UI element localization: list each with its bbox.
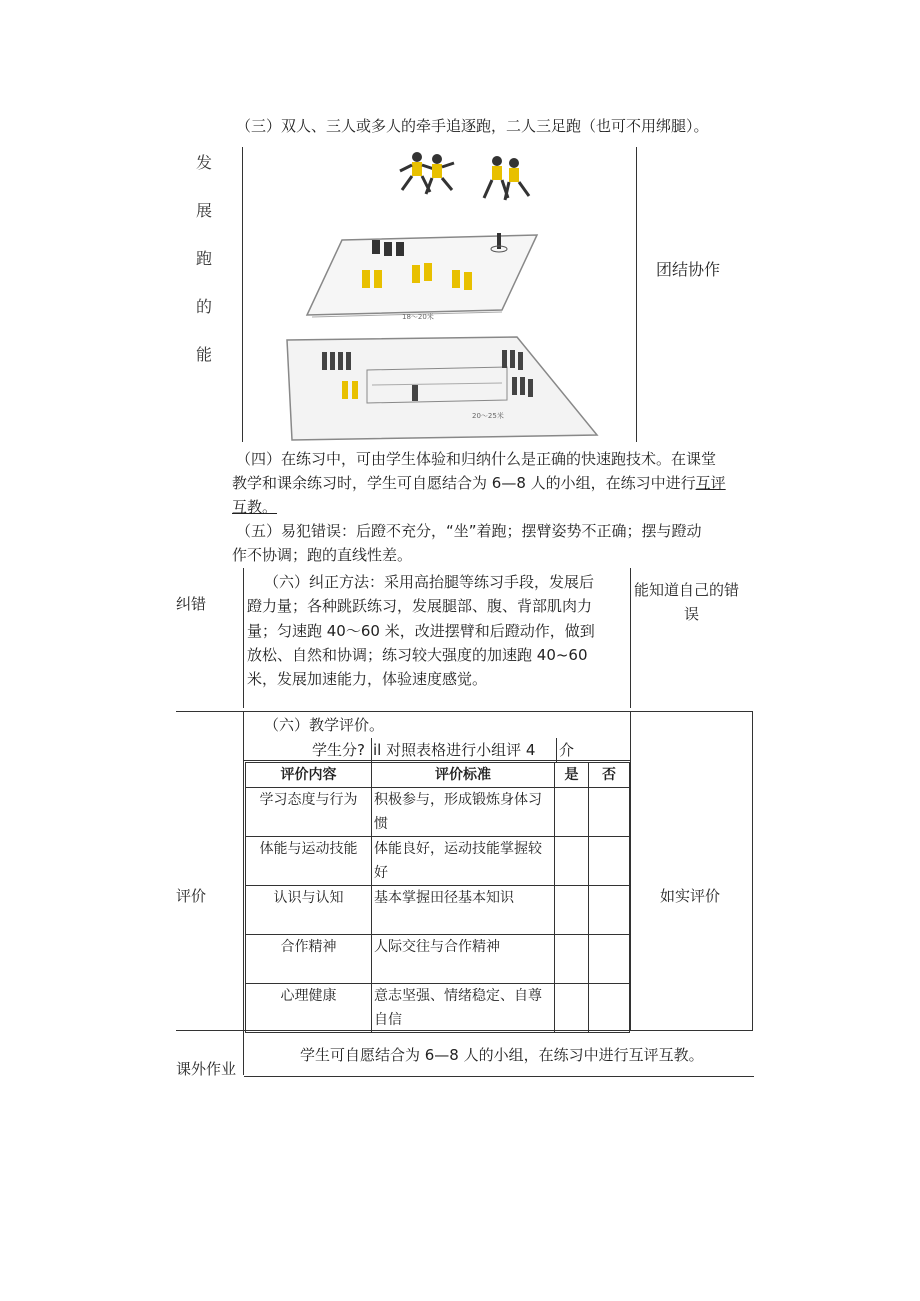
correction-label: 纠错: [176, 595, 207, 613]
table-cell-no[interactable]: [589, 788, 630, 837]
table-cell-no[interactable]: [589, 837, 630, 886]
runner-figure: [400, 152, 454, 194]
left-vertical-char: 跑: [196, 249, 213, 268]
correction-line: 米，发展加速能力，体验速度感觉。: [247, 670, 488, 688]
table-cell-item: 学习态度与行为: [246, 788, 372, 837]
field-middle: [307, 235, 537, 315]
correction-line: 量；匀速跑 40～60 米，改进摆臂和后蹬动作，做到: [247, 622, 595, 640]
left-vertical-char: 能: [196, 345, 213, 364]
homework-label: 课外作业: [176, 1060, 237, 1078]
table-header: 评价内容: [246, 763, 372, 788]
evaluation-subtitle: il 对照表格进行小组评 4: [373, 741, 536, 759]
table-cell-yes[interactable]: [555, 788, 589, 837]
left-vertical-char: 展: [196, 201, 213, 220]
evaluation-label: 评价: [176, 887, 207, 905]
correction-left-border: [243, 568, 244, 708]
table-cell-yes[interactable]: [555, 935, 589, 984]
field-label: 20～25米: [472, 412, 504, 420]
table-cell-item: 心理健康: [246, 984, 372, 1033]
left-vertical-char: 发: [196, 153, 213, 172]
evaluation-subtitle: 介: [559, 741, 575, 759]
left-vertical-char: 的: [196, 297, 213, 316]
homework-bottom-border: [244, 1076, 754, 1077]
table-header: 否: [589, 763, 630, 788]
table-row: [246, 837, 630, 886]
evaluation-title: （六）教学评价。: [264, 716, 385, 734]
table-cell-yes[interactable]: [555, 837, 589, 886]
table-cell-standard: 积极参与，形成锻炼身体习惯: [372, 788, 555, 837]
runner-figure: [484, 156, 529, 200]
table-header: 评价标准: [372, 763, 555, 788]
intro-line: （三）双人、三人或多人的牵手追逐跑，二人三足跑（也可不用绑腿）。: [236, 117, 709, 135]
para4-line3: 互教。: [232, 498, 278, 516]
para4-line2: [232, 471, 726, 495]
subheader-divider: [556, 738, 557, 762]
table-cell-yes[interactable]: [555, 886, 589, 935]
table-row: [246, 935, 630, 984]
homework-text: 学生可自愿结合为 6—8 人的小组，在练习中进行互评互教。: [300, 1046, 704, 1064]
illustration-right-border: [636, 147, 637, 442]
evaluation-left-border: [243, 711, 244, 1075]
table-row: [246, 984, 630, 1033]
evaluation-right-border: [630, 711, 631, 1031]
table-header-row: [246, 763, 630, 788]
table-cell-no[interactable]: [589, 935, 630, 984]
teamwork-goal: 团结协作: [656, 260, 721, 279]
correction-goal: 能知道自己的错: [634, 581, 740, 599]
table-cell-no[interactable]: [589, 984, 630, 1033]
table-cell-standard: 意志坚强、情绪稳定、自尊自信: [372, 984, 555, 1033]
table-cell-standard: 体能良好，运动技能掌握较好: [372, 837, 555, 886]
field-label: 18～20米: [402, 313, 434, 321]
illustration-left-border: [242, 147, 243, 442]
para4-line2-text: 教学和课余练习时，学生可自愿结合为 6—8 人的小组，在练习中进行: [232, 474, 696, 492]
table-cell-no[interactable]: [589, 886, 630, 935]
correction-line: （六）纠正方法：采用高抬腿等练习手段，发展后: [264, 573, 595, 591]
evaluation-subtitle: 学生分?: [312, 741, 365, 759]
evaluation-table: [245, 762, 630, 1033]
table-cell-yes[interactable]: [555, 984, 589, 1033]
para5-line1: （五）易犯错误：后蹬不充分，“坐”着跑；摆臂姿势不正确；摆与蹬动: [236, 522, 702, 540]
correction-line: 放松、自然和协调；练习较大强度的加速跑 40~60: [247, 646, 588, 664]
table-cell-standard: 人际交往与合作精神: [372, 935, 555, 984]
table-cell-item: 体能与运动技能: [246, 837, 372, 886]
evaluation-top-border: [176, 711, 753, 712]
correction-line: 蹬力量；各种跳跃练习，发展腿部、腹、背部肌肉力: [247, 597, 593, 615]
para4-underlined-text: 互评: [695, 474, 726, 492]
table-cell-standard: 基本掌握田径基本知识: [372, 886, 555, 935]
table-cell-item: 合作精神: [246, 935, 372, 984]
evaluation-outer-right-border: [752, 711, 753, 1031]
table-row: [246, 788, 630, 837]
subheader-divider: [371, 738, 372, 762]
para4-line1: （四）在练习中，可由学生体验和归纳什么是正确的快速跑技术。在课堂: [236, 450, 717, 468]
para5-line2: 作不协调；跑的直线性差。: [232, 546, 413, 564]
correction-goal: 误: [684, 605, 700, 623]
table-row: [246, 886, 630, 935]
table-header: 是: [555, 763, 589, 788]
running-illustration: [262, 145, 622, 445]
table-cell-item: 认识与认知: [246, 886, 372, 935]
evaluation-goal: 如实评价: [660, 887, 721, 905]
correction-right-border: [630, 568, 631, 708]
